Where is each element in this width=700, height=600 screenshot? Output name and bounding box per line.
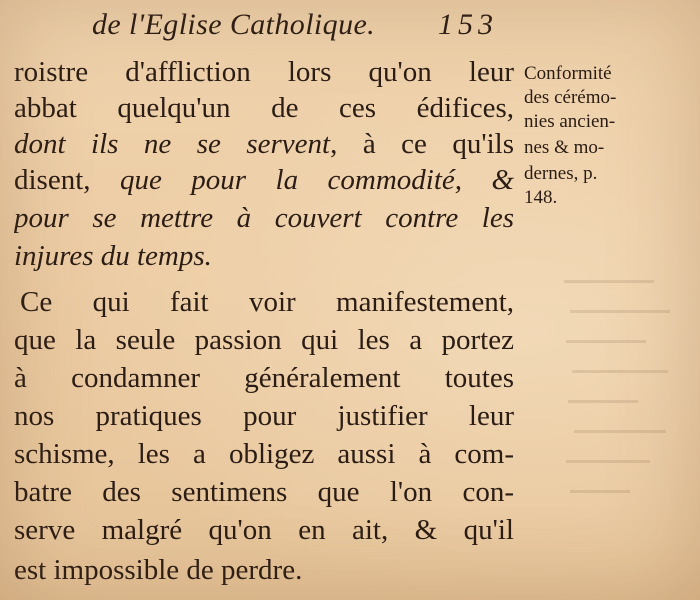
text-segment: est impossible de perdre. — [14, 554, 303, 586]
italic-segment: pour se mettre à couvert contre les — [14, 202, 514, 234]
body-line-11 — [14, 436, 514, 472]
text-segment: roistre d'affliction lors qu'on leur — [14, 56, 514, 88]
text-segment: nos pratiques pour justifier leur — [14, 400, 514, 432]
body-line-3 — [14, 126, 514, 162]
body-line-6 — [14, 238, 514, 274]
body-line-2 — [14, 90, 514, 126]
text-segment: serve malgré qu'on en ait, & qu'il — [14, 514, 514, 546]
margin-note-line-2: des cérémo- — [524, 87, 617, 108]
italic-segment: que pour la commodité, & — [119, 164, 514, 196]
body-line-4 — [14, 162, 514, 198]
italic-segment: dont ils ne se servent — [14, 128, 331, 160]
body-line-8 — [14, 322, 514, 358]
body-line-9 — [14, 360, 514, 396]
body-line-10 — [14, 398, 514, 434]
body-line-1 — [14, 54, 514, 90]
margin-note-line-1: Conformité — [524, 63, 612, 84]
text-segment: à condamner généralement toutes — [14, 362, 514, 394]
bleed-through-texture — [560, 270, 680, 510]
margin-note-line-6: 148. — [524, 187, 558, 208]
text-segment: abbat quelqu'un de ces édifices, — [14, 92, 514, 124]
text-segment: Ce qui fait voir manifestement, — [20, 286, 514, 318]
text-segment: , à ce qu'ils — [330, 128, 514, 160]
margin-note-line-5: dernes, p. — [524, 163, 598, 184]
running-header: de l'Eglise Catholique. — [92, 8, 376, 41]
italic-segment: injures du temps. — [14, 240, 212, 272]
body-line-13 — [14, 512, 514, 548]
page-number: 153 — [438, 8, 498, 41]
body-line-12 — [14, 474, 514, 510]
margin-note-line-4: nes & mo- — [524, 137, 605, 158]
text-segment: que la seule passion qui les a portez — [14, 324, 514, 356]
body-line-7 — [20, 284, 514, 320]
body-line-5 — [14, 200, 514, 236]
margin-note-line-3: nies ancien- — [524, 111, 616, 132]
text-segment: disent, — [14, 164, 120, 196]
text-segment: schisme, les a obligez aussi à com- — [14, 438, 514, 470]
text-segment: batre des sentimens que l'on con- — [14, 476, 514, 508]
body-line-14 — [14, 552, 514, 588]
